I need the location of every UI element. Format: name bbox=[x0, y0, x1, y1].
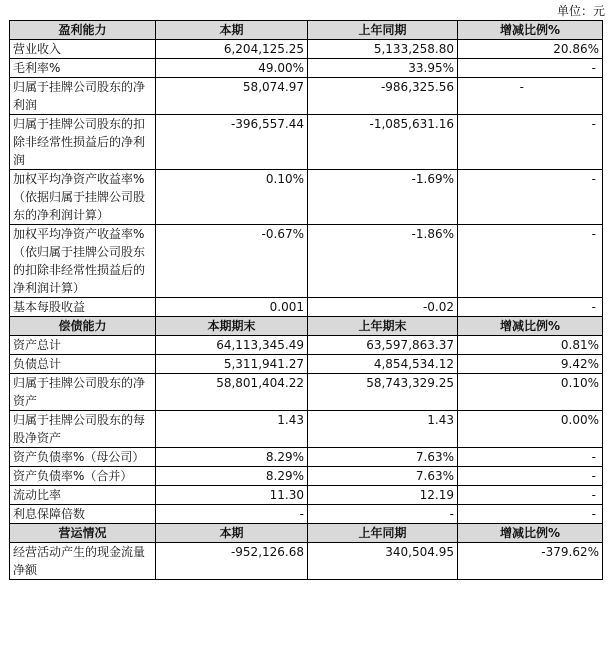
current-value: 58,801,404.22 bbox=[156, 374, 308, 411]
current-value: -952,126.68 bbox=[156, 543, 308, 580]
row-label: 归属于挂牌公司股东的净资产 bbox=[10, 374, 156, 411]
current-value: 64,113,345.49 bbox=[156, 336, 308, 355]
row-label: 资产负债率%（母公司） bbox=[10, 448, 156, 467]
header-cell: 增减比例% bbox=[458, 317, 603, 336]
table-row bbox=[10, 448, 603, 467]
current-value: 11.30 bbox=[156, 486, 308, 505]
change-value: - bbox=[458, 225, 603, 298]
table-row bbox=[10, 225, 603, 298]
section-header-operations bbox=[10, 524, 603, 543]
current-value: 58,074.97 bbox=[156, 78, 308, 115]
change-value: 0.00% bbox=[458, 411, 603, 448]
table-row bbox=[10, 411, 603, 448]
row-label: 加权平均净资产收益率%（依归属于挂牌公司股东的扣除非经常性损益后的净利润计算） bbox=[10, 225, 156, 298]
section-header-profitability bbox=[10, 21, 603, 40]
change-value: 9.42% bbox=[458, 355, 603, 374]
change-value: - bbox=[458, 78, 603, 115]
header-cell: 本期期末 bbox=[156, 317, 308, 336]
previous-value: 4,854,534.12 bbox=[308, 355, 458, 374]
change-value: - bbox=[458, 115, 603, 170]
change-value: 20.86% bbox=[458, 40, 603, 59]
table-row bbox=[10, 298, 603, 317]
header-cell: 增减比例% bbox=[458, 524, 603, 543]
current-value: 5,311,941.27 bbox=[156, 355, 308, 374]
row-label: 毛利率% bbox=[10, 59, 156, 78]
table-row bbox=[10, 170, 603, 225]
row-label: 归属于挂牌公司股东的净利润 bbox=[10, 78, 156, 115]
previous-value: 340,504.95 bbox=[308, 543, 458, 580]
current-value: -0.67% bbox=[156, 225, 308, 298]
table-row bbox=[10, 59, 603, 78]
change-value: 0.81% bbox=[458, 336, 603, 355]
table-row bbox=[10, 115, 603, 170]
row-label: 资产总计 bbox=[10, 336, 156, 355]
change-value: -379.62% bbox=[458, 543, 603, 580]
current-value: 0.001 bbox=[156, 298, 308, 317]
header-cell: 本期 bbox=[156, 21, 308, 40]
change-value: - bbox=[458, 170, 603, 225]
table-row bbox=[10, 486, 603, 505]
row-label: 归属于挂牌公司股东的扣除非经常性损益后的净利润 bbox=[10, 115, 156, 170]
previous-value: 12.19 bbox=[308, 486, 458, 505]
previous-value: 5,133,258.80 bbox=[308, 40, 458, 59]
table-row bbox=[10, 355, 603, 374]
previous-value: 7.63% bbox=[308, 467, 458, 486]
current-value: 0.10% bbox=[156, 170, 308, 225]
row-label: 归属于挂牌公司股东的每股净资产 bbox=[10, 411, 156, 448]
header-cell: 上年同期 bbox=[308, 21, 458, 40]
header-cell: 上年期末 bbox=[308, 317, 458, 336]
table-row bbox=[10, 40, 603, 59]
previous-value: 1.43 bbox=[308, 411, 458, 448]
change-value: - bbox=[458, 59, 603, 78]
change-value: 0.10% bbox=[458, 374, 603, 411]
previous-value: -986,325.56 bbox=[308, 78, 458, 115]
table-row bbox=[10, 467, 603, 486]
table-row bbox=[10, 543, 603, 580]
row-label: 基本每股收益 bbox=[10, 298, 156, 317]
current-value: 6,204,125.25 bbox=[156, 40, 308, 59]
current-value: - bbox=[156, 505, 308, 524]
previous-value: 33.95% bbox=[308, 59, 458, 78]
table-row bbox=[10, 78, 603, 115]
table-row bbox=[10, 374, 603, 411]
previous-value: 58,743,329.25 bbox=[308, 374, 458, 411]
current-value: 8.29% bbox=[156, 467, 308, 486]
table-row bbox=[10, 505, 603, 524]
header-cell: 偿债能力 bbox=[10, 317, 156, 336]
previous-value: -1.86% bbox=[308, 225, 458, 298]
previous-value: 63,597,863.37 bbox=[308, 336, 458, 355]
change-value: - bbox=[458, 448, 603, 467]
previous-value: 7.63% bbox=[308, 448, 458, 467]
row-label: 资产负债率%（合并） bbox=[10, 467, 156, 486]
header-cell: 本期 bbox=[156, 524, 308, 543]
row-label: 营业收入 bbox=[10, 40, 156, 59]
header-cell: 上年同期 bbox=[308, 524, 458, 543]
row-label: 流动比率 bbox=[10, 486, 156, 505]
change-value: - bbox=[458, 298, 603, 317]
previous-value: -1,085,631.16 bbox=[308, 115, 458, 170]
change-value: - bbox=[458, 505, 603, 524]
header-cell: 盈利能力 bbox=[10, 21, 156, 40]
unit-label: 单位：元 bbox=[556, 4, 605, 18]
row-label: 利息保障倍数 bbox=[10, 505, 156, 524]
current-value: 8.29% bbox=[156, 448, 308, 467]
current-value: 49.00% bbox=[156, 59, 308, 78]
row-label: 负债总计 bbox=[10, 355, 156, 374]
header-cell: 增减比例% bbox=[458, 21, 603, 40]
financial-indicators-table bbox=[9, 20, 603, 580]
change-value: - bbox=[458, 486, 603, 505]
previous-value: -0.02 bbox=[308, 298, 458, 317]
current-value: 1.43 bbox=[156, 411, 308, 448]
table-row bbox=[10, 336, 603, 355]
row-label: 经营活动产生的现金流量净额 bbox=[10, 543, 156, 580]
row-label: 加权平均净资产收益率%（依据归属于挂牌公司股东的净利润计算） bbox=[10, 170, 156, 225]
previous-value: -1.69% bbox=[308, 170, 458, 225]
header-cell: 营运情况 bbox=[10, 524, 156, 543]
current-value: -396,557.44 bbox=[156, 115, 308, 170]
previous-value: - bbox=[308, 505, 458, 524]
change-value: - bbox=[458, 467, 603, 486]
section-header-solvency bbox=[10, 317, 603, 336]
